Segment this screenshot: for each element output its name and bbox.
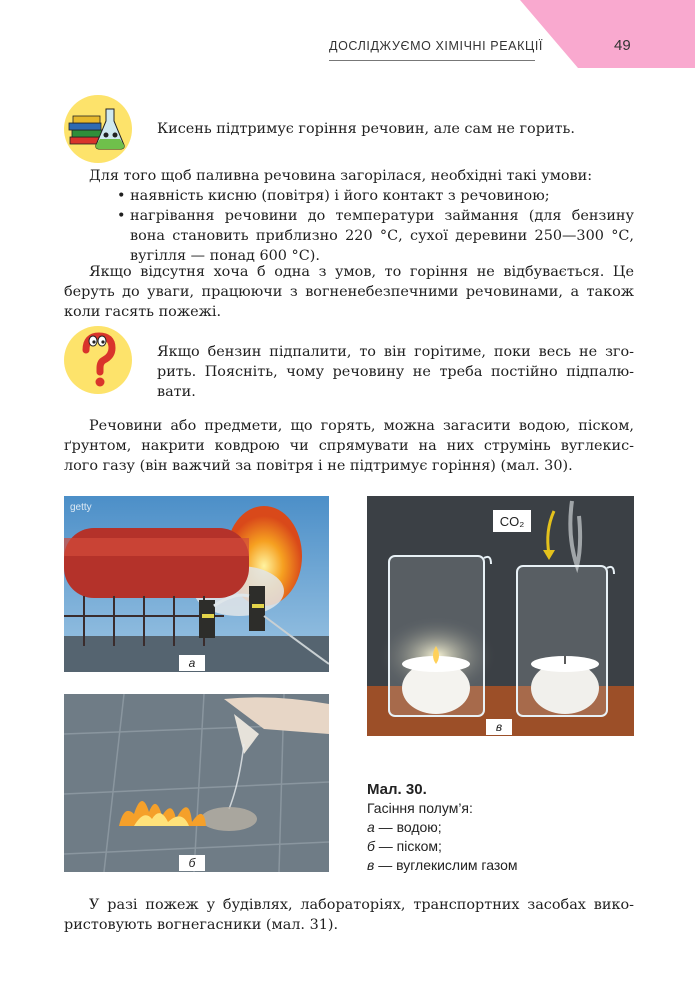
getty-watermark: getty <box>70 502 92 513</box>
header-rule <box>329 60 535 61</box>
conditions-intro: Для того щоб паливна речовина загорілася, необхідні такі умови: <box>89 168 593 184</box>
page-number: 49 <box>614 37 631 54</box>
question-text: Якщо бензин підпалити, то він горітиме, поки весь не зго- рить. Поясніть, чому речовину не треба постійно підпалю- вати. <box>157 344 634 400</box>
caption-item-a: а — водою; <box>367 819 442 835</box>
paragraph-conditions-absence: Якщо відсутня хоча б одна з умов, то горіння не відбувається. Це беруть до уваги, працюючи з вогненебезпечними речовинами, а також коли гасять пожежі. <box>64 264 634 320</box>
photo-fire-sand <box>64 694 329 872</box>
photo-candles-co2 <box>367 496 634 736</box>
header-accent-tab <box>520 0 695 68</box>
photo-c-label: в <box>486 719 512 735</box>
condition-bullet-2-marker: • <box>117 208 126 224</box>
section-title: ДОСЛІДЖУЄМО ХІМІЧНІ РЕАКЦІЇ <box>329 39 543 53</box>
caption-item-c: в — вуглекислим газом <box>367 857 518 873</box>
condition-bullet-2: нагрівання речовини до температури займання (для бензину вона становить приблизно 220 °С, сухої деревини 250—300 °С, вугілля — понад 600 °С). <box>130 208 634 264</box>
fact-statement: Кисень підтримує горіння речовин, але сам не горить. <box>157 121 575 137</box>
condition-bullet-1: • наявність кисню (повітря) і його контакт з речовиною; <box>117 188 550 204</box>
photo-a-label: а <box>179 655 205 671</box>
caption-item-b: б — піском; <box>367 838 442 854</box>
books-and-flask-icon <box>64 95 132 163</box>
paragraph-extinguishing: Речовини або предмети, що горять, можна загасити водою, піском, ґрунтом, накрити ковдрою чи спрямувати на них струмінь вуглекис- лого газу (він важчий за повітря і не підтримує горіння) (мал. 30). <box>64 418 634 474</box>
caption-title: Мал. 30. <box>367 781 427 798</box>
photo-firefighters-water <box>64 496 329 672</box>
co2-label: CO₂ <box>499 514 525 529</box>
caption-subtitle: Гасіння полум’я: <box>367 800 473 816</box>
paragraph-extinguishers: У разі пожеж у будівлях, лабораторіях, транспортних засобах вико- ристовують вогнегасники (мал. 31). <box>64 897 634 933</box>
photo-b-label: б <box>179 855 205 871</box>
question-mark-character-icon <box>64 326 132 394</box>
figure-caption <box>367 780 518 875</box>
